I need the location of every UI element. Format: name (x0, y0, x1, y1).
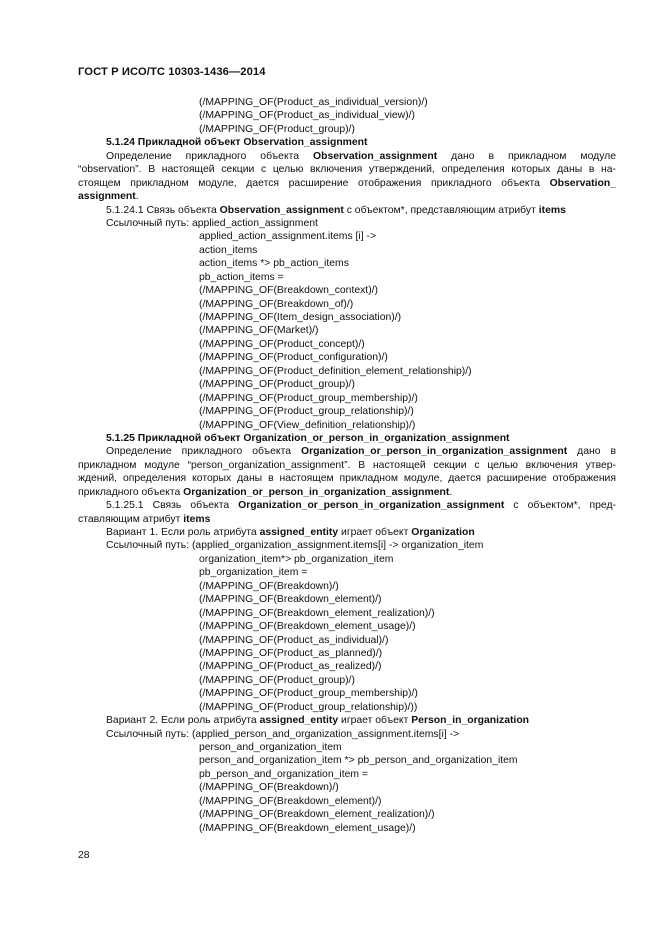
mapping-line: (/MAPPING_OF(Product_as_individual)/) (199, 634, 389, 646)
variant-2-heading: Вариант 2. Если роль атрибута assigned_entity играет объект Person_in_organization (106, 715, 530, 727)
mapping-line: (/MAPPING_OF(Product_definition_element_relationship)/) (199, 365, 472, 377)
mapping-line: (/MAPPING_OF(Breakdown_element)/) (199, 795, 382, 807)
mapping-line: action_items *> pb_action_items (199, 258, 349, 270)
mapping-line: (/MAPPING_OF(Product_group)/) (199, 674, 355, 686)
reference-path-label: Ссылочный путь: (applied_organization_assignment.items[i] -> organization_item (106, 540, 484, 552)
mapping-line: (/MAPPING_OF(Item_design_association)/) (199, 312, 402, 323)
mapping-line: (/MAPPING_OF(Market)/) (199, 325, 319, 337)
mapping-line: (/MAPPING_OF(Breakdown_element_usage)/) (199, 621, 416, 633)
mapping-line: (/MAPPING_OF(Product_group_membership)/) (199, 392, 418, 404)
mapping-line: person_and_organization_item *> pb_person_and_organization_item (199, 755, 518, 767)
reference-path-label: Ссылочный путь: (applied_person_and_organization_assignment.items[i] -> (106, 728, 460, 740)
mapping-line: (/MAPPING_OF(Product_as_individual_version)/) (199, 97, 428, 108)
page-number: 28 (78, 850, 90, 861)
mapping-line: pb_action_items = (199, 271, 284, 283)
paragraph-5-1-24: Определение прикладного объекта Observation_assignment дано в прикладном модуле “observation”. В настоящей секции с целью включения утверждений, определения которых даны в на- стоящем прикладном модуле, дается расширение отображения прикладного объекта Observation_ assignment. (78, 150, 616, 203)
mapping-line: (/MAPPING_OF(Product_configuration)/) (199, 352, 388, 364)
mapping-line: applied_action_assignment.items [i] -> (199, 231, 377, 243)
mapping-line: (/MAPPING_OF(Breakdown_element)/) (199, 594, 382, 606)
mapping-line: (/MAPPING_OF(Product_as_individual_view)/) (199, 110, 415, 122)
section-heading-5-1-24: 5.1.24 Прикладной объект Observation_assignment (106, 137, 368, 149)
mapping-line: action_items (199, 244, 258, 256)
section-heading-5-1-25: 5.1.25 Прикладной объект Organization_or_person_in_organization_assignment (106, 432, 510, 444)
mapping-line: organization_item*> pb_organization_item (199, 553, 394, 565)
page-content (78, 96, 616, 835)
mapping-line: (/MAPPING_OF(Product_as_planned)/) (199, 647, 383, 659)
mapping-line: (/MAPPING_OF(Breakdown_element_realization)/) (199, 607, 435, 619)
mapping-line: (/MAPPING_OF(Breakdown_of)/) (199, 298, 354, 310)
mapping-line: (/MAPPING_OF(Breakdown_element_realization)/) (199, 809, 435, 821)
mapping-line: (/MAPPING_OF(Breakdown)/) (199, 782, 339, 794)
mapping-line: (/MAPPING_OF(Product_concept)/) (199, 338, 365, 350)
mapping-line: (/MAPPING_OF(Product_group)/) (199, 123, 355, 135)
mapping-line: (/MAPPING_OF(Product_as_realized)/) (199, 661, 382, 673)
mapping-line: (/MAPPING_OF(Product_group)/) (199, 379, 355, 391)
mapping-line: (/MAPPING_OF(Breakdown_element_usage)/) (199, 822, 416, 834)
mapping-line: (/MAPPING_OF(Product_group_relationship)/)) (199, 701, 418, 713)
mapping-line: pb_organization_item = (199, 567, 308, 579)
mapping-line: person_and_organization_item (199, 742, 342, 753)
mapping-line: (/MAPPING_OF(Breakdown_context)/) (199, 285, 379, 297)
mapping-line: (/MAPPING_OF(View_definition_relationship)/) (199, 419, 416, 431)
mapping-line: (/MAPPING_OF(Breakdown)/) (199, 580, 339, 592)
subsection-5-1-25-1: 5.1.25.1 Связь объекта Organization_or_person_in_organization_assignment с объектом*, пред- ставляющим атрибут items (78, 500, 616, 525)
reference-path-label: Ссылочный путь: applied_action_assignment (106, 217, 318, 229)
paragraph-5-1-25: Определение прикладного объекта Organization_or_person_in_organization_assignment дано в прикладном модуле “person_organization_assignment”. В настоящей секции с целью включения утвер- ждений, определения которых даны в настоящем прикладном модуле, дается расширение отображения прикладного объекта Organization_or_person_in_organization_assignment. (78, 446, 616, 498)
mapping-line: (/MAPPING_OF(Product_group_membership)/) (199, 688, 418, 700)
mapping-line: pb_person_and_organization_item = (199, 768, 368, 780)
mapping-line: (/MAPPING_OF(Product_group_relationship)/) (199, 406, 414, 418)
subsection-5-1-24-1: 5.1.24.1 Связь объекта Observation_assignment с объектом*, представляющим атрибут items (106, 204, 566, 216)
variant-1-heading: Вариант 1. Если роль атрибута assigned_entity играет объект Organization (106, 527, 475, 538)
page-header: ГОСТ Р ИСО/ТС 10303-1436—2014 (78, 66, 266, 78)
